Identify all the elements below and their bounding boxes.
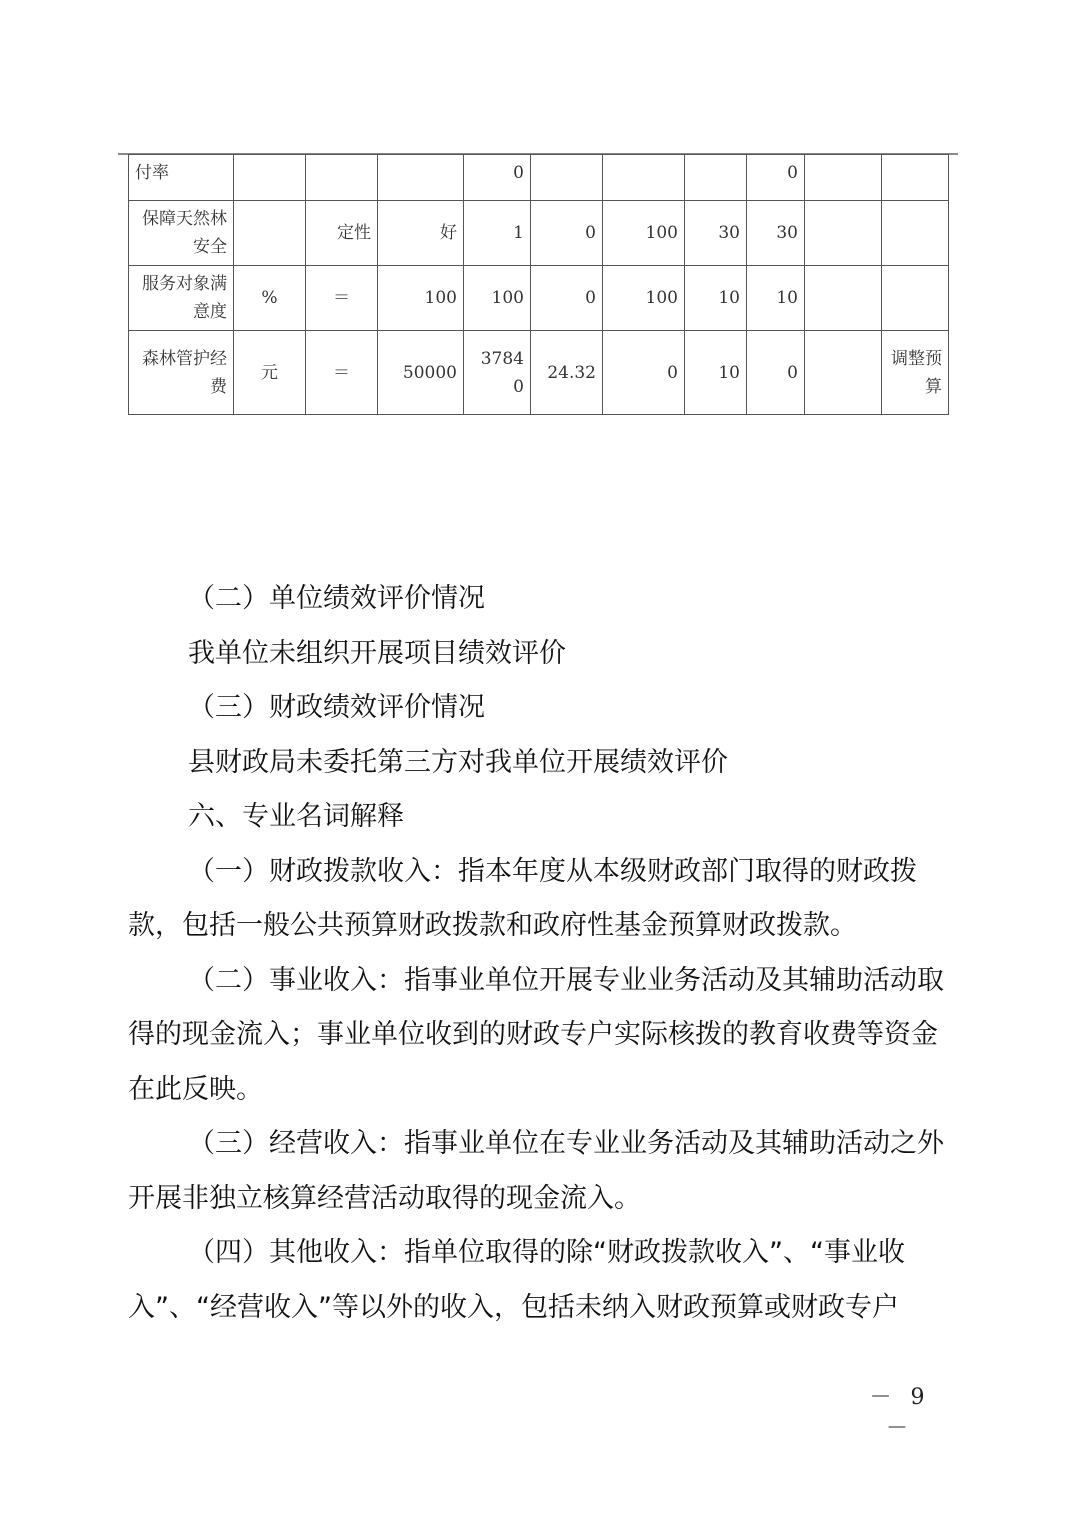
- reason-cell: [805, 266, 882, 331]
- actual-cell: 37840: [464, 331, 531, 415]
- weight-cell: [685, 155, 747, 201]
- unit-cell: 元: [234, 331, 306, 415]
- rate-cell: [531, 155, 603, 201]
- unit-eval-text: 我单位未组织开展项目绩效评价: [188, 637, 566, 669]
- score-rate-cell: [603, 155, 685, 201]
- weight-cell: 10: [685, 331, 747, 415]
- operator-cell: 定性: [306, 201, 378, 266]
- score-cell: 0: [747, 331, 805, 415]
- reason-cell: [805, 201, 882, 266]
- score-cell: 30: [747, 201, 805, 266]
- fiscal-eval-heading: （三）财政绩效评价情况: [188, 692, 485, 723]
- table-row: [129, 331, 949, 415]
- page-number: － 9 －: [869, 1385, 931, 1441]
- reason-cell: [805, 155, 882, 201]
- note-cell: 调整预算: [882, 331, 949, 415]
- actual-cell: 1: [464, 201, 531, 266]
- note-cell: [882, 155, 949, 201]
- table-row: [129, 155, 949, 201]
- target-cell: 好: [378, 201, 464, 266]
- document-body: [128, 572, 948, 1335]
- reason-cell: [805, 331, 882, 415]
- note-cell: [882, 266, 949, 331]
- weight-cell: 30: [685, 201, 747, 266]
- score-rate-cell: 0: [603, 331, 685, 415]
- target-cell: 50000: [378, 331, 464, 415]
- score-rate-cell: 100: [603, 266, 685, 331]
- fiscal-eval-text: 县财政局未委托第三方对我单位开展绩效评价: [188, 746, 728, 778]
- glossary-item: （三）经营收入：指事业单位在专业业务活动及其辅助活动之外开展非独立核算经营活动取得的现金流入。: [128, 1128, 944, 1214]
- indicator-name: 森林管护经费: [129, 331, 234, 415]
- target-cell: [378, 155, 464, 201]
- glossary-heading: 六、专业名词解释: [188, 801, 404, 832]
- target-cell: 100: [378, 266, 464, 331]
- unit-cell: [234, 155, 306, 201]
- operator-cell: ＝: [306, 331, 378, 415]
- actual-cell: 100: [464, 266, 531, 331]
- glossary-item: （四）其他收入：指单位取得的除“财政拨款收入”、“事业收入”、“经营收入”等以外的收入，包括未纳入财政预算或财政专户: [128, 1237, 905, 1323]
- rate-cell: 0: [531, 201, 603, 266]
- operator-cell: [306, 155, 378, 201]
- unit-cell: %: [234, 266, 306, 331]
- score-cell: 0: [747, 155, 805, 201]
- glossary-item: （二）事业收入：指事业单位开展专业业务活动及其辅助活动取得的现金流入；事业单位收到的财政专户实际核拨的教育收费等资金在此反映。: [128, 964, 944, 1105]
- indicator-name: 付率: [129, 155, 234, 201]
- indicator-name: 服务对象满意度: [129, 266, 234, 331]
- table-row: [129, 201, 949, 266]
- performance-table: [128, 154, 949, 415]
- score-cell: 10: [747, 266, 805, 331]
- unit-eval-heading: （二）单位绩效评价情况: [188, 583, 485, 614]
- rate-cell: 24.32: [531, 331, 603, 415]
- weight-cell: 10: [685, 266, 747, 331]
- note-cell: [882, 201, 949, 266]
- table-row: [129, 266, 949, 331]
- unit-cell: [234, 201, 306, 266]
- indicator-name: 保障天然林安全: [129, 201, 234, 266]
- glossary-item: （一）财政拨款收入：指本年度从本级财政部门取得的财政拨款，包括一般公共预算财政拨款和政府性基金预算财政拨款。: [128, 855, 917, 941]
- rate-cell: 0: [531, 266, 603, 331]
- actual-cell: 0: [464, 155, 531, 201]
- operator-cell: ＝: [306, 266, 378, 331]
- score-rate-cell: 100: [603, 201, 685, 266]
